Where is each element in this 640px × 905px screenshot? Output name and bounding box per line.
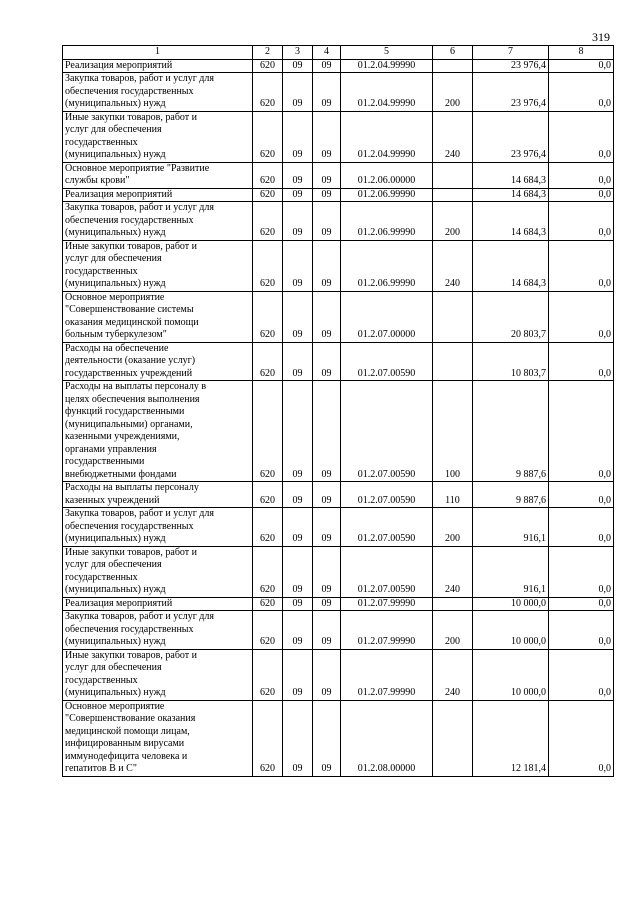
amount-cell: 10 000,0	[473, 611, 549, 650]
table-row	[63, 162, 614, 188]
amount-cell: 14 684,3	[473, 240, 549, 291]
row-name-cell: Закупка товаров, работ и услуг для обеспечения государственных (муниципальных) нужд	[63, 611, 253, 650]
page-number: 319	[592, 30, 610, 44]
section-cell: 09	[283, 111, 313, 162]
subsection-cell: 09	[313, 162, 341, 188]
expense-type-cell: 200	[433, 508, 473, 547]
expense-type-cell: 240	[433, 240, 473, 291]
target-article-cell: 01.2.06.00000	[341, 162, 433, 188]
amount-cell: 9 887,6	[473, 381, 549, 482]
amount-cell: 916,1	[473, 546, 549, 597]
target-article-cell: 01.2.07.00000	[341, 291, 433, 342]
glava-cell: 620	[253, 188, 283, 202]
row-name-cell: Реализация мероприятий	[63, 597, 253, 611]
section-cell: 09	[283, 381, 313, 482]
section-cell: 09	[283, 611, 313, 650]
table-row	[63, 240, 614, 291]
target-article-cell: 01.2.07.99990	[341, 597, 433, 611]
second-amount-cell: 0,0	[549, 546, 614, 597]
expense-type-cell: 100	[433, 381, 473, 482]
expense-type-cell	[433, 162, 473, 188]
table-row	[63, 508, 614, 547]
expense-type-cell: 200	[433, 611, 473, 650]
row-name-cell: Реализация мероприятий	[63, 188, 253, 202]
section-cell: 09	[283, 162, 313, 188]
column-header: 7	[473, 46, 549, 60]
target-article-cell: 01.2.07.00590	[341, 546, 433, 597]
target-article-cell: 01.2.04.99990	[341, 59, 433, 73]
second-amount-cell: 0,0	[549, 342, 614, 381]
subsection-cell: 09	[313, 111, 341, 162]
glava-cell: 620	[253, 111, 283, 162]
subsection-cell: 09	[313, 508, 341, 547]
second-amount-cell: 0,0	[549, 59, 614, 73]
glava-cell: 620	[253, 162, 283, 188]
row-name-cell: Реализация мероприятий	[63, 59, 253, 73]
section-cell: 09	[283, 59, 313, 73]
second-amount-cell: 0,0	[549, 381, 614, 482]
expense-type-cell	[433, 342, 473, 381]
section-cell: 09	[283, 240, 313, 291]
table-row	[63, 59, 614, 73]
table-body	[63, 59, 614, 776]
amount-cell: 23 976,4	[473, 73, 549, 112]
target-article-cell: 01.2.07.99990	[341, 611, 433, 650]
table-row	[63, 342, 614, 381]
row-name-cell: Иные закупки товаров, работ и услуг для обеспечения государственных (муниципальных) нужд	[63, 546, 253, 597]
target-article-cell: 01.2.07.99990	[341, 649, 433, 700]
amount-cell: 14 684,3	[473, 188, 549, 202]
table-row	[63, 111, 614, 162]
row-name-cell: Основное мероприятие "Совершенствование системы оказания медицинской помощи больным туберкулезом"	[63, 291, 253, 342]
table-row	[63, 202, 614, 241]
glava-cell: 620	[253, 59, 283, 73]
subsection-cell: 09	[313, 342, 341, 381]
section-cell: 09	[283, 508, 313, 547]
second-amount-cell: 0,0	[549, 597, 614, 611]
expense-type-cell: 110	[433, 482, 473, 508]
column-header: 5	[341, 46, 433, 60]
row-name-cell: Основное мероприятие "Развитие службы крови"	[63, 162, 253, 188]
second-amount-cell: 0,0	[549, 482, 614, 508]
subsection-cell: 09	[313, 188, 341, 202]
glava-cell: 620	[253, 240, 283, 291]
section-cell: 09	[283, 188, 313, 202]
section-cell: 09	[283, 291, 313, 342]
row-name-cell: Расходы на обеспечение деятельности (оказание услуг) государственных учреждений	[63, 342, 253, 381]
table-row	[63, 291, 614, 342]
target-article-cell: 01.2.08.00000	[341, 700, 433, 776]
row-name-cell: Основное мероприятие "Совершенствование оказания медицинской помощи лицам, инфицированным вирусами иммунодефицита человека и гепатитов В и С"	[63, 700, 253, 776]
amount-cell: 20 803,7	[473, 291, 549, 342]
expense-type-cell: 240	[433, 649, 473, 700]
section-cell: 09	[283, 73, 313, 112]
subsection-cell: 09	[313, 202, 341, 241]
expense-type-cell	[433, 700, 473, 776]
second-amount-cell: 0,0	[549, 508, 614, 547]
section-cell: 09	[283, 649, 313, 700]
table-row	[63, 73, 614, 112]
second-amount-cell: 0,0	[549, 700, 614, 776]
expense-type-cell	[433, 291, 473, 342]
second-amount-cell: 0,0	[549, 73, 614, 112]
glava-cell: 620	[253, 291, 283, 342]
glava-cell: 620	[253, 700, 283, 776]
second-amount-cell: 0,0	[549, 162, 614, 188]
glava-cell: 620	[253, 381, 283, 482]
column-header: 4	[313, 46, 341, 60]
row-name-cell: Закупка товаров, работ и услуг для обеспечения государственных (муниципальных) нужд	[63, 73, 253, 112]
row-name-cell: Закупка товаров, работ и услуг для обеспечения государственных (муниципальных) нужд	[63, 202, 253, 241]
section-cell: 09	[283, 546, 313, 597]
amount-cell: 10 000,0	[473, 649, 549, 700]
subsection-cell: 09	[313, 240, 341, 291]
subsection-cell: 09	[313, 611, 341, 650]
column-header: 8	[549, 46, 614, 60]
expense-type-cell: 200	[433, 73, 473, 112]
column-header: 1	[63, 46, 253, 60]
section-cell: 09	[283, 342, 313, 381]
target-article-cell: 01.2.06.99990	[341, 188, 433, 202]
glava-cell: 620	[253, 597, 283, 611]
table-row	[63, 188, 614, 202]
target-article-cell: 01.2.07.00590	[341, 508, 433, 547]
target-article-cell: 01.2.07.00590	[341, 482, 433, 508]
amount-cell: 14 684,3	[473, 162, 549, 188]
subsection-cell: 09	[313, 546, 341, 597]
subsection-cell: 09	[313, 649, 341, 700]
subsection-cell: 09	[313, 73, 341, 112]
amount-cell: 10 000,0	[473, 597, 549, 611]
amount-cell: 9 887,6	[473, 482, 549, 508]
row-name-cell: Иные закупки товаров, работ и услуг для обеспечения государственных (муниципальных) нужд	[63, 111, 253, 162]
subsection-cell: 09	[313, 597, 341, 611]
subsection-cell: 09	[313, 291, 341, 342]
subsection-cell: 09	[313, 482, 341, 508]
table-row	[63, 611, 614, 650]
row-name-cell: Закупка товаров, работ и услуг для обеспечения государственных (муниципальных) нужд	[63, 508, 253, 547]
glava-cell: 620	[253, 546, 283, 597]
target-article-cell: 01.2.06.99990	[341, 240, 433, 291]
glava-cell: 620	[253, 508, 283, 547]
budget-table	[62, 45, 614, 777]
target-article-cell: 01.2.07.00590	[341, 342, 433, 381]
column-header: 3	[283, 46, 313, 60]
table-row	[63, 700, 614, 776]
table-row	[63, 649, 614, 700]
subsection-cell: 09	[313, 700, 341, 776]
expense-type-cell	[433, 59, 473, 73]
target-article-cell: 01.2.04.99990	[341, 73, 433, 112]
second-amount-cell: 0,0	[549, 611, 614, 650]
target-article-cell: 01.2.06.99990	[341, 202, 433, 241]
amount-cell: 14 684,3	[473, 202, 549, 241]
glava-cell: 620	[253, 202, 283, 241]
expense-type-cell	[433, 188, 473, 202]
header-row	[63, 46, 614, 60]
glava-cell: 620	[253, 342, 283, 381]
amount-cell: 10 803,7	[473, 342, 549, 381]
row-name-cell: Иные закупки товаров, работ и услуг для обеспечения государственных (муниципальных) нужд	[63, 649, 253, 700]
table-row	[63, 546, 614, 597]
section-cell: 09	[283, 202, 313, 241]
column-header: 6	[433, 46, 473, 60]
subsection-cell: 09	[313, 59, 341, 73]
expense-type-cell: 200	[433, 202, 473, 241]
glava-cell: 620	[253, 482, 283, 508]
row-name-cell: Расходы на выплаты персоналу казенных учреждений	[63, 482, 253, 508]
second-amount-cell: 0,0	[549, 202, 614, 241]
column-header: 2	[253, 46, 283, 60]
second-amount-cell: 0,0	[549, 188, 614, 202]
row-name-cell: Расходы на выплаты персоналу в целях обеспечения выполнения функций государственными (муниципальными) органами, казенными учреждениями, органами управления государственными внебюджетными фондами	[63, 381, 253, 482]
target-article-cell: 01.2.07.00590	[341, 381, 433, 482]
section-cell: 09	[283, 597, 313, 611]
second-amount-cell: 0,0	[549, 649, 614, 700]
table-row	[63, 482, 614, 508]
expense-type-cell: 240	[433, 111, 473, 162]
glava-cell: 620	[253, 649, 283, 700]
table-row	[63, 597, 614, 611]
section-cell: 09	[283, 482, 313, 508]
glava-cell: 620	[253, 611, 283, 650]
second-amount-cell: 0,0	[549, 291, 614, 342]
amount-cell: 12 181,4	[473, 700, 549, 776]
target-article-cell: 01.2.04.99990	[341, 111, 433, 162]
expense-type-cell: 240	[433, 546, 473, 597]
subsection-cell: 09	[313, 381, 341, 482]
second-amount-cell: 0,0	[549, 240, 614, 291]
section-cell: 09	[283, 700, 313, 776]
amount-cell: 23 976,4	[473, 111, 549, 162]
second-amount-cell: 0,0	[549, 111, 614, 162]
expense-type-cell	[433, 597, 473, 611]
row-name-cell: Иные закупки товаров, работ и услуг для обеспечения государственных (муниципальных) нужд	[63, 240, 253, 291]
table-row	[63, 381, 614, 482]
glava-cell: 620	[253, 73, 283, 112]
amount-cell: 23 976,4	[473, 59, 549, 73]
amount-cell: 916,1	[473, 508, 549, 547]
